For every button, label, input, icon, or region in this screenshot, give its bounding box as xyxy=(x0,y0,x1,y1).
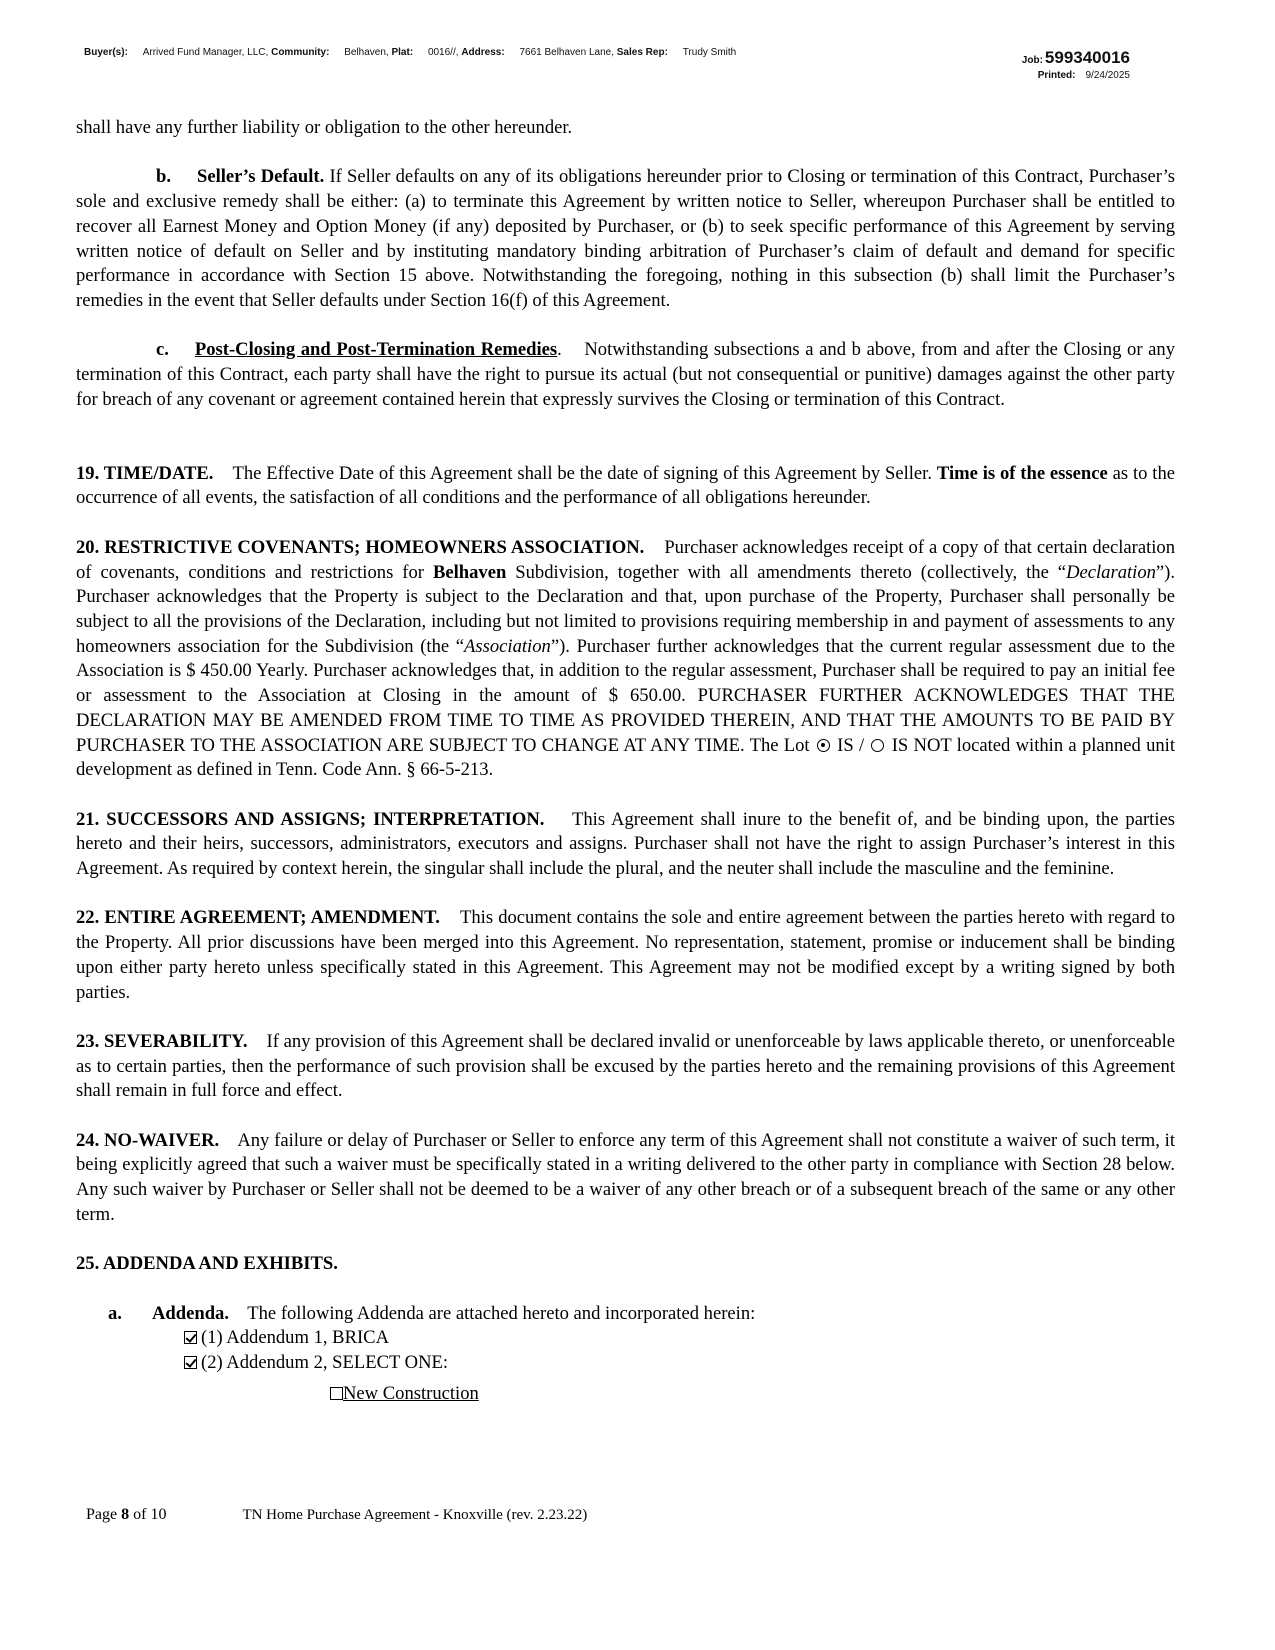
section-22-title: 22. ENTIRE AGREEMENT; AMENDMENT. xyxy=(76,907,440,929)
section-22-text: This document contains the sole and entire agreement between the parties hereto with regard to the Property. All prior discussions have been merged into this Agreement. No representation, statement, promise or inducement shall be binding upon either party hereto unless specifically stated in this Agreement. This Agreement may not be modified except by a writing signed by both parties. xyxy=(76,907,1175,1003)
sales-rep-value: Trudy Smith xyxy=(682,47,737,58)
addendum-2-checkbox[interactable] xyxy=(184,1356,197,1369)
page-number: 8 xyxy=(121,1506,130,1523)
addenda-list xyxy=(76,1302,1175,1407)
section-23 xyxy=(76,1030,1175,1104)
section-24 xyxy=(76,1129,1175,1228)
addenda-text: The following Addenda are attached hereto and incorporated herein: xyxy=(247,1302,756,1324)
addendum-1-row xyxy=(108,1326,1175,1351)
community-label: Community: xyxy=(271,47,330,58)
addendum-2-label: (2) Addendum 2, SELECT ONE: xyxy=(201,1351,449,1373)
section-25 xyxy=(76,1252,1175,1277)
section-18b-label: b. xyxy=(156,166,171,188)
section-20-text-1: Purchaser acknowledges receipt of a copy of that certain declaration of covenants, conditions and restrictions for xyxy=(76,536,1176,583)
community-value: Belhaven, xyxy=(344,47,389,58)
section-22 xyxy=(76,906,1175,1005)
section-20-title: 20. RESTRICTIVE COVENANTS; HOMEOWNERS ASSOCIATION. xyxy=(76,536,645,558)
address-value: 7661 Belhaven Lane, xyxy=(519,47,614,58)
section-21-title: 21. SUCCESSORS AND ASSIGNS; INTERPRETATION. xyxy=(76,808,545,830)
job-label: Job: xyxy=(1021,55,1043,66)
section-20 xyxy=(76,536,1175,783)
buyer-label: Buyer(s): xyxy=(84,47,128,58)
printed-date: 9/24/2025 xyxy=(1085,70,1130,81)
pud-is-radio[interactable] xyxy=(817,739,830,752)
job-info xyxy=(1022,48,1130,81)
page-total: of 10 xyxy=(133,1506,167,1523)
buyer-value: Arrived Fund Manager, LLC, xyxy=(142,47,269,58)
pud-is-not-radio[interactable] xyxy=(871,739,884,752)
addendum-1-label: (1) Addendum 1, BRICA xyxy=(201,1327,389,1349)
plat-value: 0016//, xyxy=(427,47,459,58)
new-construction-checkbox[interactable] xyxy=(330,1387,343,1400)
section-24-text: Any failure or delay of Purchaser or Seller to enforce any term of this Agreement shall not constitute a waiver of such term, it being explicitly agreed that such a waiver must be specifically stated in a writing delivered to the other party in compliance with Section 28 below. Any such waiver by Purchaser or Seller shall not be deemed to be a waiver of any other breach or of a subsequent breach of the same or any other term. xyxy=(76,1129,1175,1225)
job-number: 599340016 xyxy=(1044,48,1130,67)
new-construction-row xyxy=(108,1382,1175,1407)
section-23-text: If any provision of this Agreement shall be declared invalid or unenforceable by laws applicable thereto, or unenforceable as to certain parties, then the performance of such provision shall be excused by the parties hereto and the remaining provisions of this Agreement shall remain in full force and effect. xyxy=(76,1030,1175,1102)
addenda-title: Addenda. xyxy=(152,1302,229,1324)
declaration-term: Declaration xyxy=(1066,561,1156,583)
section-19-text-end: as to the occurrence of all events, the satisfaction of all conditions and the performance of all obligations hereunder. xyxy=(76,462,1175,509)
printed-label: Printed: xyxy=(1037,70,1076,81)
header-info xyxy=(84,47,736,58)
section-23-title: 23. SEVERABILITY. xyxy=(76,1030,248,1052)
form-name: TN Home Purchase Agreement - Knoxville (rev. 2.23.22) xyxy=(242,1507,588,1523)
paragraph-continuation: shall have any further liability or obligation to the other hereunder. xyxy=(76,117,573,138)
section-19-title: 19. TIME/DATE. xyxy=(76,462,214,484)
subdivision-name: Belhaven xyxy=(432,561,507,583)
pud-is-label: IS / xyxy=(837,734,865,756)
section-19 xyxy=(76,462,1175,511)
section-19-text: The Effective Date of this Agreement shall be the date of signing of this Agreement by Seller. xyxy=(232,462,933,484)
addenda-label: a. xyxy=(108,1302,122,1324)
sales-rep-label: Sales Rep: xyxy=(616,47,668,58)
section-18c-title: Post-Closing and Post-Termination Remedies xyxy=(194,339,558,361)
section-21 xyxy=(76,808,1175,882)
section-25-title: 25. ADDENDA AND EXHIBITS. xyxy=(76,1253,338,1275)
section-21-text: This Agreement shall inure to the benefit of, and be binding upon, the parties hereto and their heirs, successors, administrators, executors and assigns. Purchaser shall not have the right to assign Purchaser’s interest in this Agreement. As required by context herein, the singular shall include the plural, and the neuter shall include the masculine and the feminine. xyxy=(76,808,1175,879)
address-label: Address: xyxy=(461,47,505,58)
addendum-2-row xyxy=(108,1351,1175,1376)
new-construction-label: New Construction xyxy=(343,1382,479,1404)
section-20-text-3: ”). Purchaser acknowledges that the Property is subject to the Declaration and that, upon purchase of the Property, Purchaser shall personally be subject to all the provisions of the Declaration, including but not limited to provisions requiring membership in and payment of assessments to any homeowners association for the Subdivision (the “ xyxy=(76,561,1176,657)
page-footer xyxy=(86,1506,587,1524)
section-20-text-2: Subdivision, together with all amendments thereto (collectively, the “ xyxy=(515,561,1067,583)
plat-label: Plat: xyxy=(391,47,414,58)
association-term: Association xyxy=(464,635,551,657)
section-18c-label: c. xyxy=(156,339,169,361)
section-24-title: 24. NO-WAIVER. xyxy=(76,1129,220,1151)
page-prefix: Page xyxy=(86,1506,118,1523)
section-18b xyxy=(76,165,1175,313)
addendum-1-checkbox[interactable] xyxy=(184,1331,197,1344)
section-20-text-4: ”). Purchaser further acknowledges that the current regular assessment due to the Association is $ 450.00 Yearly. Purchaser acknowledges that, in addition to the regular assessment, Purchaser shall be required to pay an initial fee or assessment to the Association at Closing in the amount of $ 650.00. PURCHASER FURTHER ACKNOWLEDGES THAT THE DECLARATION MAY BE AMENDED FROM TIME TO TIME AS PROVIDED THEREIN, AND THAT THE AMOUNTS TO BE PAID BY PURCHASER TO THE ASSOCIATION ARE SUBJECT TO CHANGE AT ANY TIME. The Lot xyxy=(76,635,1176,756)
section-19-emphasis: Time is of the essence xyxy=(936,462,1108,484)
section-18c-text: Notwithstanding subsections a and b above, from and after the Closing or any termination of this Contract, each party shall have the right to pursue its actual (but not consequential or punitive) damages against the other party for breach of any covenant or agreement contained herein that expressly survives the Closing or termination of this Contract. xyxy=(76,339,1175,410)
section-20-text-5: IS NOT located within a planned unit development as defined in Tenn. Code Ann. § 66-5-213. xyxy=(76,734,1176,781)
document-body xyxy=(76,116,1175,1406)
section-18b-text: If Seller defaults on any of its obligations hereunder prior to Closing or termination of this Contract, Purchaser’s sole and exclusive remedy shall be either: (a) to terminate this Agreement by written notice to Seller, whereupon Purchaser shall be entitled to recover all Earnest Money and Option Money (if any) deposited by Purchaser, or (b) to seek specific performance of this Agreement by serving written notice of default on Seller and by instituting mandatory binding arbitration of Purchaser’s claim of default and demand for specific performance in accordance with Section 15 above. Notwithstanding the foregoing, nothing in this subsection (b) shall limit the Purchaser’s remedies in the event that Seller defaults under Section 16(f) of this Agreement. xyxy=(76,166,1176,311)
section-18b-title: Seller’s Default. xyxy=(197,166,325,188)
addenda-heading xyxy=(108,1302,1175,1327)
section-18c: c. Post-Closing and Post-Termination Remedies. Notwithstanding subsections a and b above, from and after the Closing or any termination of this Contract, each party shall have the right to pursue its actual (but not consequential or punitive) damages against the other party for breach of any covenant or agreement contained herein that expressly survives the Closing or termination of this Contract. xyxy=(76,339,1175,410)
